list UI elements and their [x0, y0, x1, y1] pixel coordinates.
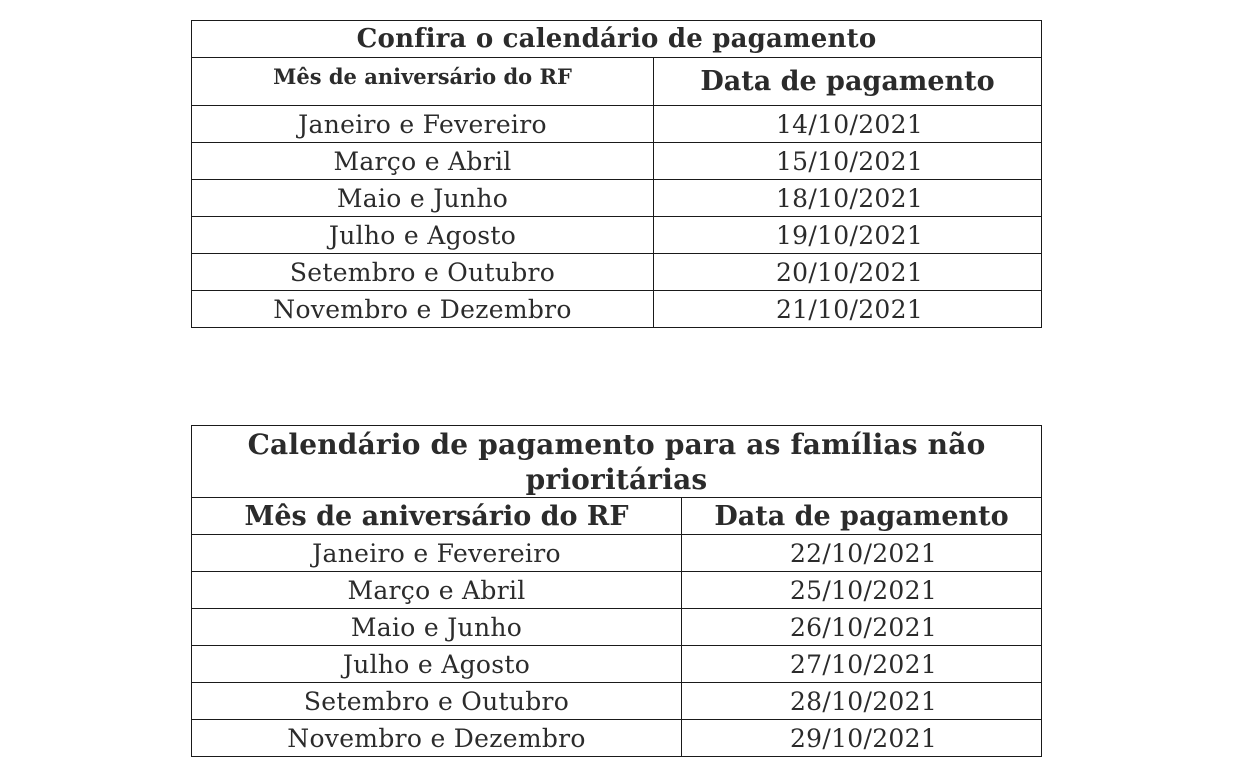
table-row	[192, 217, 1042, 254]
payment-date-cell: 29/10/2021	[682, 720, 1042, 757]
table-title: Confira o calendário de pagamento	[192, 21, 1042, 58]
payment-date-cell: 21/10/2021	[654, 291, 1042, 328]
payment-calendar-table	[191, 20, 1042, 328]
payment-date-cell: 25/10/2021	[682, 572, 1042, 609]
birth-month-cell: Setembro e Outubro	[192, 683, 682, 720]
birth-month-cell: Março e Abril	[192, 143, 654, 180]
payment-date-cell: 18/10/2021	[654, 180, 1042, 217]
table-row	[192, 646, 1042, 683]
table-row	[192, 720, 1042, 757]
column-header-birth-month: Mês de aniversário do RF	[192, 498, 682, 535]
non-priority-payment-calendar-table	[191, 425, 1042, 757]
table-row	[192, 106, 1042, 143]
birth-month-cell: Março e Abril	[192, 572, 682, 609]
payment-date-cell: 20/10/2021	[654, 254, 1042, 291]
column-header-birth-month: Mês de aniversário do RF	[192, 58, 654, 106]
birth-month-cell: Novembro e Dezembro	[192, 291, 654, 328]
birth-month-cell: Maio e Junho	[192, 180, 654, 217]
table-row	[192, 683, 1042, 720]
payment-date-cell: 27/10/2021	[682, 646, 1042, 683]
payment-date-cell: 22/10/2021	[682, 535, 1042, 572]
table-row	[192, 535, 1042, 572]
table-row	[192, 572, 1042, 609]
table-title-row	[192, 426, 1042, 498]
birth-month-cell: Julho e Agosto	[192, 646, 682, 683]
payment-date-cell: 28/10/2021	[682, 683, 1042, 720]
table-header-row	[192, 498, 1042, 535]
table-row	[192, 254, 1042, 291]
birth-month-cell: Julho e Agosto	[192, 217, 654, 254]
table-row	[192, 609, 1042, 646]
birth-month-cell: Janeiro e Fevereiro	[192, 106, 654, 143]
payment-date-cell: 26/10/2021	[682, 609, 1042, 646]
birth-month-cell: Janeiro e Fevereiro	[192, 535, 682, 572]
payment-date-cell: 14/10/2021	[654, 106, 1042, 143]
table-row	[192, 291, 1042, 328]
table-title: Calendário de pagamento para as famílias não prioritárias	[192, 426, 1042, 498]
payment-date-cell: 15/10/2021	[654, 143, 1042, 180]
table-header-row	[192, 58, 1042, 106]
table-row	[192, 180, 1042, 217]
birth-month-cell: Maio e Junho	[192, 609, 682, 646]
column-header-payment-date: Data de pagamento	[654, 58, 1042, 106]
birth-month-cell: Setembro e Outubro	[192, 254, 654, 291]
table-row	[192, 143, 1042, 180]
table-title-row	[192, 21, 1042, 58]
birth-month-cell: Novembro e Dezembro	[192, 720, 682, 757]
payment-date-cell: 19/10/2021	[654, 217, 1042, 254]
column-header-payment-date: Data de pagamento	[682, 498, 1042, 535]
